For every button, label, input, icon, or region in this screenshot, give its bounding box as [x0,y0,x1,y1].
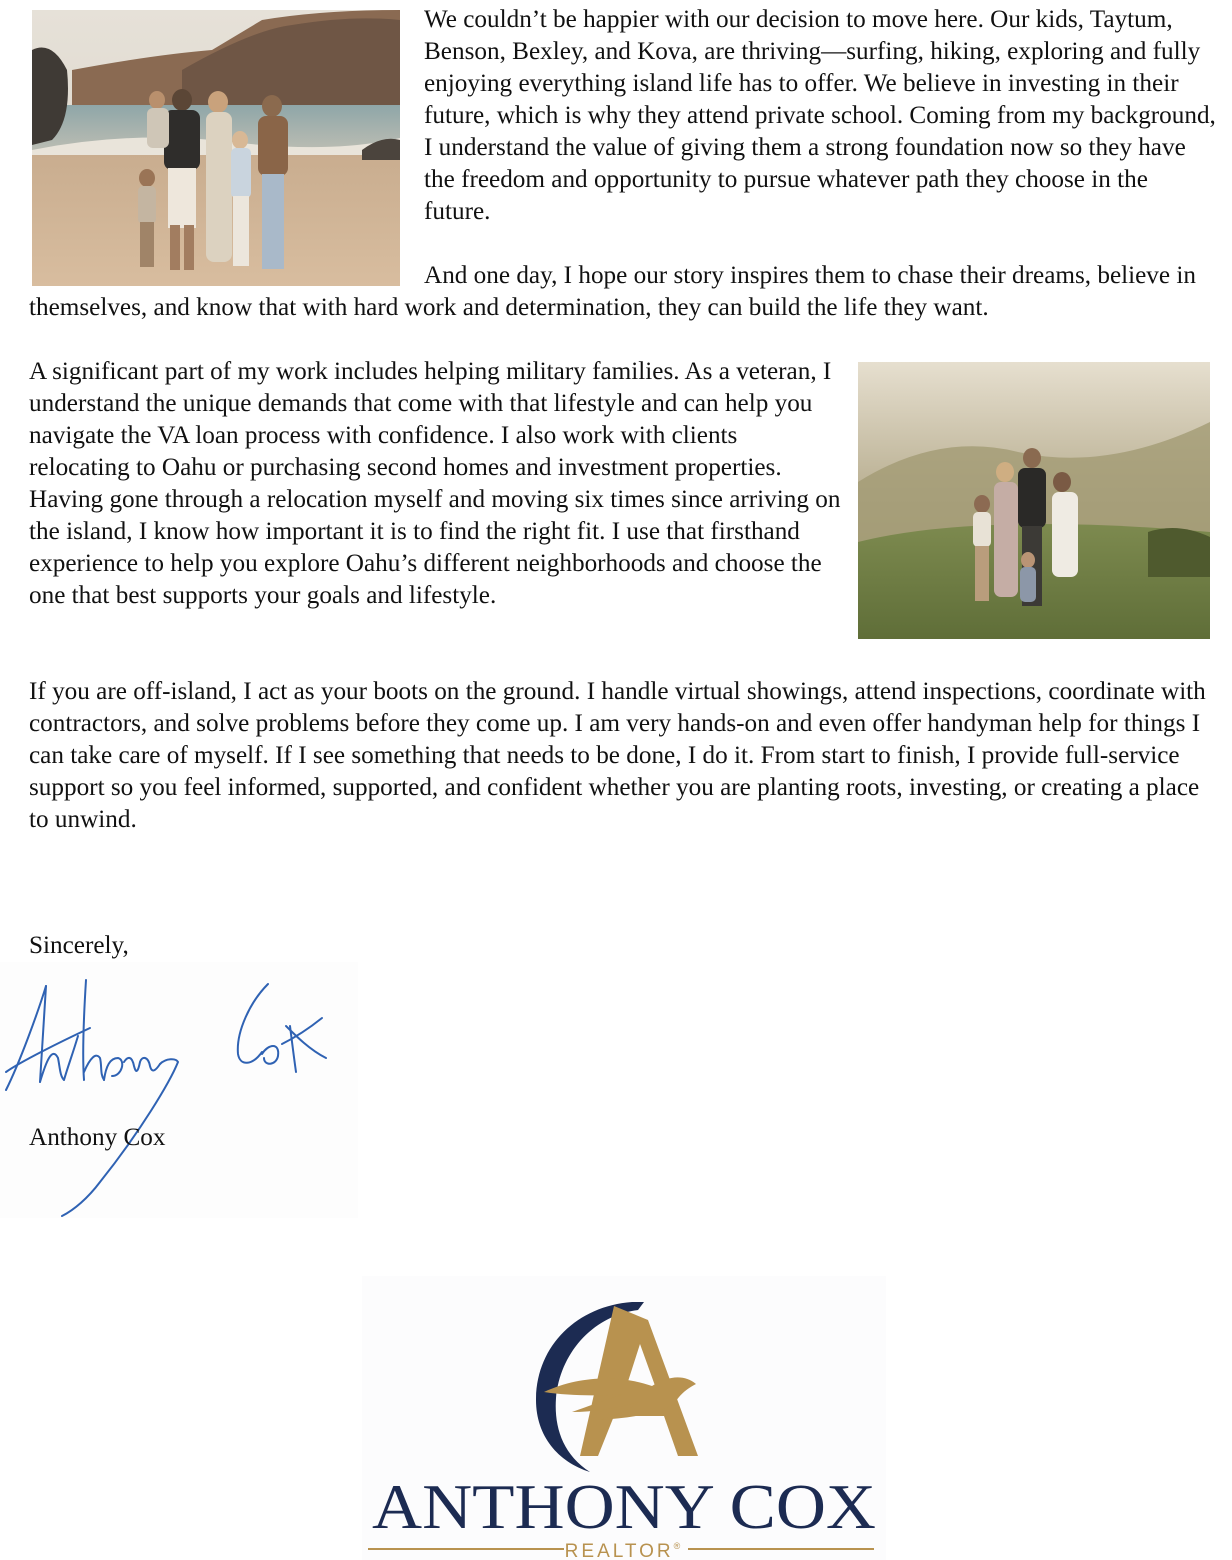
closing: Sincerely, [29,932,129,959]
logo-title: REALTOR [564,1541,674,1560]
logo-registered-mark: ® [673,1541,684,1551]
anthony-cox-realtor-logo [362,1276,886,1560]
signature-block [0,962,358,1218]
ca-monogram-icon [536,1302,698,1472]
paragraph-off-island: If you are off-island, I act as your boots on the ground. I handle virtual showings, attend inspections, coordinate with contractors, and solve problems before they come up. I am very hands-on and even offer handyman help for things I can take care of myself. If I see something that needs to be done, I do it. From start to finish, I provide full-service support so you feel informed, supported, and confident whether you are planting roots, investing, or creating a place to unwind. [29,678,1206,833]
signer-name: Anthony Cox [29,1124,166,1151]
handwritten-signature [0,962,358,1218]
hillside-family-photo [858,362,1210,639]
svg-text:REALTOR® [565,1541,684,1560]
paragraph-inspire: And one day, I hope our story inspires them to chase their dreams, believe in themselves, and know that with hard work and determination, they can build the life they want. [29,262,1196,321]
beach-family-photo [32,10,400,286]
logo-name: ANTHONY COX [372,1471,876,1542]
paragraph-family: We couldn’t be happier with our decision to move here. Our kids, Taytum, Benson, Bexley, and Kova, are thriving—surfing, hiking, exploring and fully enjoying everything island life has to offer. We believe in investing in their future, which is why they attend private school. Coming from my background, I understand the value of giving them a strong foundation now so they have the freedom and opportunity to pursue whatever path they choose in the future. [424,6,1216,225]
paragraph-military: A significant part of my work includes helping military families. As a veteran, I understand the unique demands that come with that lifestyle and can help you navigate the VA loan process with confidence. I also work with clients relocating to Oahu or purchasing second homes and investment properties. Having gone through a relocation myself and moving six times since arriving on the island, I know how important it is to find the right fit. I use that firsthand experience to help you explore Oahu’s different neighborhoods and choose the one that best supports your goals and lifestyle. [29,358,841,609]
